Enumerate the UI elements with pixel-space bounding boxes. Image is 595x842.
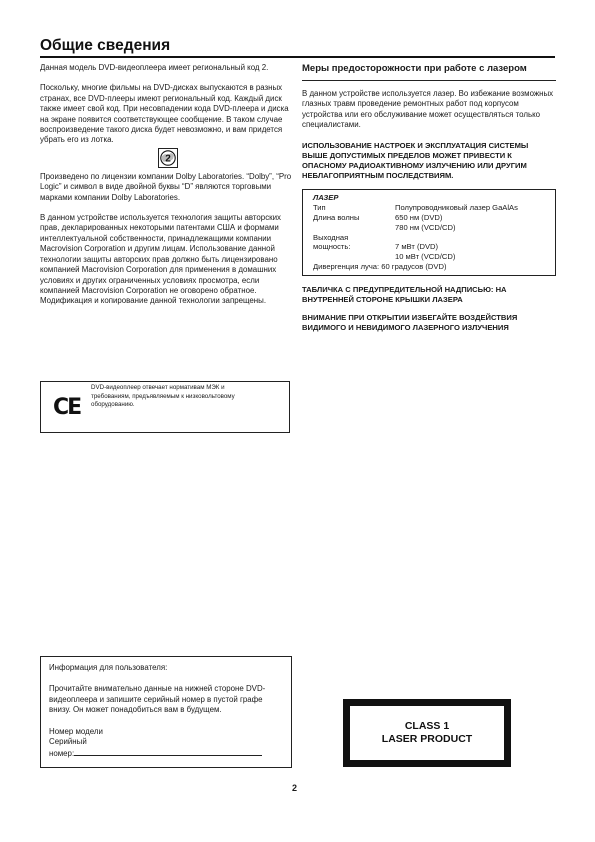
- laser-section-title: Меры предосторожности при работе с лазером: [302, 63, 556, 81]
- power-vcd: 10 мВт (VCD/CD): [395, 252, 456, 262]
- beam-divergence: Дивергенция луча: 60 градусов (DVD): [313, 262, 447, 272]
- power-row-2: [313, 252, 547, 262]
- right-column: [302, 63, 556, 342]
- serial-number-blank[interactable]: [74, 747, 262, 756]
- ce-compliance-text: DVD-видеоплеер отвечает нормативам МЭК и требованиям, предъявляемым к низковольтовому оборудованию.: [91, 384, 235, 409]
- ce-mark-icon: CE: [53, 395, 81, 420]
- power-row: [313, 242, 547, 252]
- user-info-text: Прочитайте внимательно данные на нижней стороне DVD-видеоплеера и запишите серийный номер в пустой графе внизу. Он может понадобиться вам в будущем.: [49, 684, 266, 715]
- class1-laser-label: [343, 699, 511, 767]
- power-row-label: [313, 233, 547, 243]
- serial-number-field[interactable]: [49, 747, 283, 759]
- title-rule: [40, 56, 555, 58]
- page-title: Общие сведения: [40, 37, 171, 54]
- user-info-box: [40, 656, 292, 768]
- model-number-label: Номер модели: [49, 726, 103, 736]
- svg-text:2: 2: [165, 153, 171, 165]
- serial-label-1: Серийный: [49, 737, 87, 747]
- ce-compliance-box: [40, 381, 290, 433]
- power-dvd: 7 мВт (DVD): [395, 242, 439, 252]
- dolby-paragraph: Произведено по лицензии компании Dolby Laboratories. “Dolby”, “Pro Logic” и символ в виде двойной буквы “D” являются торговыми марками компании Dolby Laboratories.: [40, 171, 292, 202]
- class1-line: CLASS 1: [404, 720, 450, 732]
- laser-product-line: LASER PRODUCT: [381, 733, 473, 745]
- page-number: 2: [292, 783, 298, 793]
- laser-spec-box: [302, 189, 556, 275]
- power-label-2: мощность:: [313, 242, 351, 252]
- class1-laser-label-inner: [350, 706, 504, 760]
- region-code-paragraph: Данная модель DVD-видеоплеера имеет региональный код 2.: [40, 63, 269, 72]
- wavelength-row-2: [313, 223, 547, 233]
- laser-type-label: Тип: [313, 203, 326, 213]
- serial-label-2: номер:: [49, 749, 75, 759]
- radiation-warning: ИСПОЛЬЗОВАНИЕ НАСТРОЕК И ЭКСПЛУАТАЦИЯ СИСТЕМЫ ВЫШЕ ДОПУСТИМЫХ ПРЕДЕЛОВ МОЖЕТ ПРИВЕСТИ К ОПАСНОМУ РАДИОАКТИВНОМУ ИЗЛУЧЕНИЮ ИЛИ ДРУГИМ НЕБЛАГОПРИЯТНЫМ ПОСЛЕДСТВИЯМ.: [302, 140, 529, 181]
- region-explanation-paragraph: Поскольку, многие фильмы на DVD-дисках выпускаются в разных странах, все DVD-плееры имеют региональный код. Каждый диск также имеет свой код. При несовпадении кода DVD-плеера и диска на экране появится соответствующее сообщение. В таком случае воспроизведение такого диска будет невозможно, и вам придется убрать его из лотка.: [40, 83, 289, 145]
- wavelength-row: [313, 213, 547, 223]
- power-label-1: Выходная: [313, 232, 349, 242]
- macrovision-paragraph: В данном устройстве используется технология защиты авторских прав, декларированных некоторыми патентами США и формами интеллектуальной собственности, принадлежащими компании Macrovision Corporation и другим лицам. Использование данной технологии защиты авторских прав должно быть лицензировано компанией Macrovision Corporation для применения в домашних условиях и других ограниченных условиях просмотра, если компанией Macrovision Corporation не оговорено обратное. Модификация и копирование данной технологии запрещены.: [40, 213, 281, 306]
- laser-type-row: [313, 203, 547, 213]
- wavelength-vcd: 780 нм (VCD/CD): [395, 222, 456, 232]
- user-info-title: Информация для пользователя:: [49, 663, 168, 672]
- label-location-warning: ТАБЛИЧКА С ПРЕДУПРЕДИТЕЛЬНОЙ НАДПИСЬЮ: НА ВНУТРЕННЕЙ СТОРОНЕ КРЫШКИ ЛАЗЕРА: [302, 284, 507, 305]
- wavelength-dvd: 650 нм (DVD): [395, 213, 443, 223]
- left-column: [40, 63, 295, 317]
- laser-type-value: Полупроводниковый лазер GaAlAs: [395, 203, 518, 213]
- laser-intro-paragraph: В данном устройстве используется лазер. Во избежание возможных глазных травм проведение ремонтных работ под корпусом устройства или его обслуживание может осуществляться только специалистами.: [302, 89, 554, 130]
- wavelength-label: Длина волны: [313, 213, 360, 223]
- region-2-icon: [158, 148, 178, 168]
- region-icon-row: [40, 148, 295, 170]
- open-cover-warning: ВНИМАНИЕ ПРИ ОТКРЫТИИ ИЗБЕГАЙТЕ ВОЗДЕЙСТВИЯ ВИДИМОГО И НЕВИДИМОГО ЛАЗЕРНОГО ИЗЛУЧЕНИЯ: [302, 313, 518, 333]
- laser-spec-heading: ЛАЗЕР: [313, 193, 339, 203]
